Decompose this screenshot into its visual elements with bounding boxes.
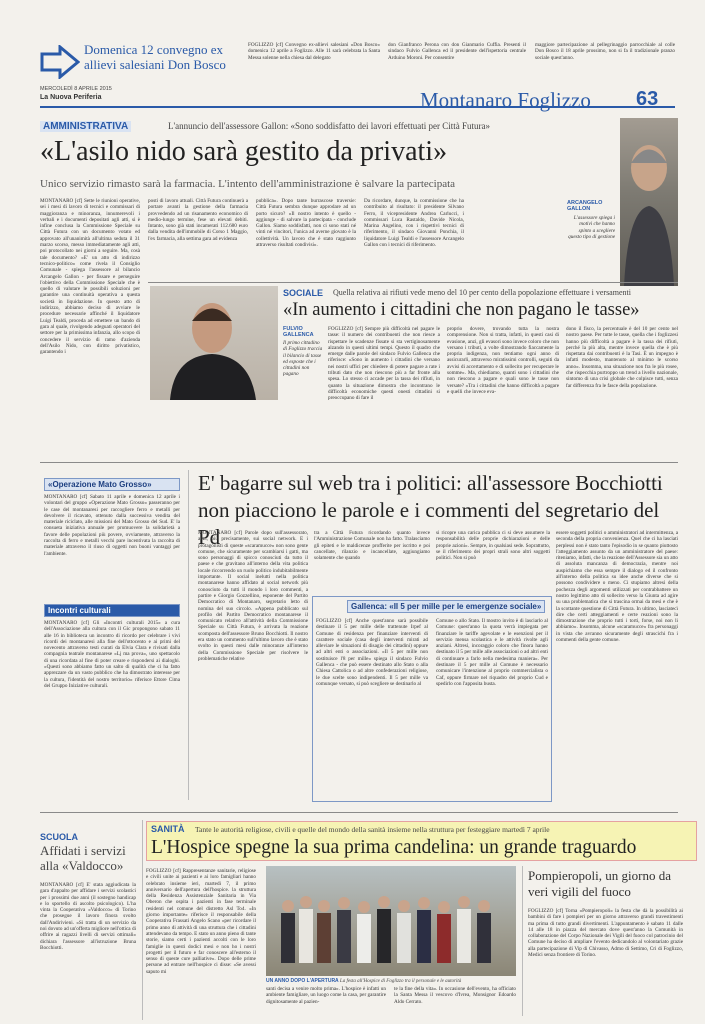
section-title: Montanaro Foglizzo [420,88,591,112]
gallenca-col-2: Comune o allo Stato. Il mostro invito è di lasciarlo al Comune: quest'anno la quota verrà impiegata per finanziare le tariffe agevolate e le esenzioni per il servizio mensa scolastica e le attività rivolte agli anziani. Altresì, incoraggio coloro che finora hanno destinato il 5 per mille alle associazioni o ad altri enti di continuare a farlo nella medesima maniera». Per destinare il 5 per mille al Comune è necessario comunicare l'intenzione al proprio commercialista o Caf, oppure firmare nel riquadro del proprio Cud e spedirlo con l'apposita busta. [436,618,548,687]
hospice-banner [146,821,697,861]
gallenca-label: Gallenca: «Il 5 per mille per le emergenze sociale» [347,600,545,613]
gallon-photo [620,118,678,286]
bagarre-col-3: si ricopre una carica pubblica ci si deve assumere la responsabilità delle proprie dichiarazioni e delle proprie azioni». Sempre, in qualsiasi sede. Soprattutto, se il riferimento dei propri strali sono altri soggetti politici. Non si può [436,530,550,562]
bagarre-col-2: tra a Città Futura ricordando quanto invece l'Amministrazione Comunale non ha fatto. Tralasciamo gli epiteti e le maldicenze profferite per iscritto e poi cancellate, rilanzio e incancellate, aggiungiamo solamente che quando [314,530,430,562]
pompieropoli-text: FOGLIZZO [cf] Torna «Pompieropoli» la festa che dà la possibilità ai bambini di fare i pompieri per un giorno attraverso grandi travestimenti ma prima di tutto grandi divertimenti. L'appuntamento è sabato 11 dalle 14 alle 18 in piazza del mercato dove quest'anno la Comunità in collaborazione del Corpo Nazionale dei Vigili del fuoco col patrocinio del Comune ha deciso di ampliare l'evento dedicandolo al volontariato grazie alla partecipazione di Vip di Chivasso, Admo di Settimo, Cri di Foglizzo, Medici senza frontiere di Torino. [528,908,683,959]
asilo-caption-text: L'assessore spiega i motivi che hanno spinto a scegliere questo tipo di gestione [568,215,615,240]
bagarre-col-1: MONTANARO [cf] Parole dopo sull'assessorato, anzi, più precisamente, sui social network. E i protagonisti di queste «scaramucce» non sono gente comune, che sicuramente per scambiarsi i gatti, ma sono personaggi di spicco conosciuti da tutto il paese e che gravitano all'interno della vita politica locale riccorrendo un ruolo politico indubitabilmente importante. Il social inelutti nella politica montanarese hanno affidato al social network più conosciuto da tutti il mondo i loro commenti, a partire e Giorgio Gozzellino, esponente del Partito Democratico di Montanaro, segretario letto di nomina del suo circolo. «Appena pubblicato sul profilo del Partito Democratico montanarese il comunicato relativo all'attività della Commissione Speciale su Città Futura, è arrivata la reazione scomposta dell'assessore Bruno Bocchiotti. Il nostro era stato un commento sull'ultimo lavoro che è stato svolto in questi mesi dalle minoranze all'interno della Commissione Speciale per risolvere le problematiche relative [198,530,308,662]
hospice-caption-label: UN ANNO DOPO L'APERTURA [266,978,339,984]
date-line: MERCOLEDÌ 8 APRILE 2015 [40,86,112,92]
tasse-col-2: proprio dovere, trovando tutta la nostra comprensione. Non si tratta, infatti, in questi casi di evasione, anzi, gli evasori sono invece coloro che non versano i tributi, a volte dimostrando fiaccamente la propria indigenza, non tentiamo ogni anno di assicurarli, attraverso miratissimi controlli, seguiti da avvisi di accertamento e di sollecito per recuperare le somme». Ma, chiediamo, quanti sono i cittadini che non riescono a pagare e quali sono le tasse non versate? «Tra i cittadini che hanno difficoltà a pagare e quelli che invece eva- [447,326,559,395]
tasse-kicker: SOCIALE [283,288,324,298]
gallenca-col-1: FOGLIZZO [cf] Anche quest'anno sarà possibile destinare il 5 per mille delle trattenute Irpef al Comune di residenza per finanziare interventi di carattere sociale (casa degli interventi mirati ad alleviare le situazioni di disagio dei cittadini) oppure ad altri enti o associazioni. «Il 5 per mille non sostituisce l'8 per mille» spiega il sindaco Fulvio Gallenca - che può essere destinato allo Stato o alla Chiesa Cattolica o ad altre confederazioni religiose, le due scelte sono indipendenti. Il 5 per mille va comunque versato, si può scegliere se destinarlo al [316,618,428,687]
tasse-caption-name: FULVIO GALLENCA [283,326,314,338]
hospice-photo [266,866,516,976]
scuola-text: MONTANARO [cf] E' stata aggiudicata la gara d'appalto per affidare i servizi scolastici per i prossimi due anni (il sostegno handicap e lo sportello di ascolto psicologico). L'ha vinta la Cooperativa «Valdocco» di Torino che prosegue il lavoro finora svolto dall'Andirivieni. «Si tratta di un servizio da noi dovuto ad un'offerta migliore nell'ottica di offrire ai ragazzi livelli di servizi ottimali» dichiara l'assessore all'istruzione Bruna Bocchiotti. [40,882,136,951]
scuola-headline: Affidati i servizi alla «Valdocco» [40,843,126,873]
scuola-kicker: SCUOLA [40,832,78,842]
asilo-col-4: Da ricordare, dunque, la commissione che ha contribuito al risultato: il presidente Silvano Ferro, il vicepresidente Andrea Carlucci, i commissari Luca Rastaldo, Davide Nicola, Marina Angelino, con i rispettivi tecnici di riferimento, il sindaco Giovanni Ponchia, il liquidatore Luigi Tealdi e l'assessore Arcangelo Gallon con i tecnici di riferimento. [364,198,464,249]
tasse-col-3: dono il fisco, la percentuale è del 10 per cento nel nostro paese. Per tutte le tasse, quella che i foglizzesi hanno più difficoltà a pagare è la tassa dei rifiuti, perché la più alta, mentre invece quella che è più rispettata dai contribuenti è la Tasi. È un impegno è infatti modesto, mantenuto al minimo le scorso anno». Insomma, una situazione non fra le più rosee, che rispecchia purtroppo un trend a livello nazionale, sintomo di una crisi globale che colpisce tutti, senza far differenza fra le fasce della popolazione. [566,326,678,389]
teaser-box [40,40,238,84]
incontri-label: Incontri culturali [44,604,180,617]
tasse-caption-text: Il primo cittadino di Foglizzo traccia il bilancio di tasse ed esposte che i cittadini non pagano [283,340,323,378]
asilo-subhead: Unico servizio rimasto sarà la farmacia. L'intento dell'amministrazione è salvare la partecipata [40,178,456,190]
mato-text: MONTANARO [cf] Sabato 11 aprile e domenica 12 aprile i volontari del gruppo «Operazione Mato Grosso» passeranno per le case del montanaresi per raccogliere ferro e metalli per devolvere il ricavato, ottenuto dalla successiva vendita del materiale riciclato, alle missioni del Mato Grosso del Sud. E' la consueta iniziativa annuale per promuovere la solidarietà a favore delle popolazioni più povere, ovviamente, attraverso la raccolta di ferro e metalli vecchi pare incentivata la raccolta di materiale attraverso il riuso di oggetti non buoni vantaggi per l'ambiente. [44,494,180,557]
page-number: 63 [636,88,659,110]
top-article-col-2: don Gianfranco Perona con don Gianmario Cuffia. Presenti il sindaco Fulvio Gallenca ed il presidente dell'ispettoria centrale Arduino Moroni. Per consentire [388,42,526,61]
incontri-text: MONTANARO [cf] Gli «Incontri culturali 2015» a cura dell'Associazione alla cultura con il Gic propongono sabato 11 alle 16 in biblioteca un incontro di ricordo per celebrare i vivi ricordi dei montanaresi alla fine dell'ottocento e ai primi del novecento attraverso testi curati da Elvia Clara e rivisati dalla compagnia teatrale montanarese «Lj ma prova», uno spettacolo di una ricordata al fine di poter creare e rispondersi ai dialoghi. «Questi sono abbiamo fatto un salto di qualità che ci ha fatto apprezzare da un vasto pubblico che ha dimostrato interesse per la cultura, l'identità del nostro territorio» riferisce Ettore Cima del Gruppo Iniziative culturali. [44,620,180,689]
bagarre-col-4: essere soggetti politici o amministratori ad intermittenza, a seconda della propria convenienza. Quel che ci ha lasciati perplessi non è stato tanto l'episodio in se quanto piuttosto l'atteggiamento assunto da un amministratore del paese: riteniamo, infatti, che la reazione dell'Assessore sia un atto di assoluta mancanza di democrazia, mentre noi auspichiamo che essa sempre il dialogo ed il confronto all'interno della politica su idee anche diverse che si possono condividere o meno. Ci stupiamo altresì della pochezza degli argomenti utilizzati per contrabbattere un nostro legittimo atto di sollecito verso la Giunta ad agire su una problematica che si trascina ormai da mesi e che è la scottante questione di Città Futura. In ultimo, lasciatecì dire che certi atteggiamenti e certe reazioni sono la dimostrazione che proprio tutti i torti, forse, noi non li abbiamo». Insomma, alcune «scaramucce» fra personaggi in vista che avranno sicuramente degli strascichi fra i commenti della gente comune. [556,530,678,644]
pompieropoli-headline: Pompieropoli, un giorno da veri vigili del fuoco [528,868,671,899]
teaser-title: Domenica 12 convegno ex allievi salesiani Don Bosco [84,42,226,72]
bagarre-headline: E' bagarre sul web tra i politici: all'assessore Bocchiotti non piacciono le parole e i commenti del segretario del Pd [198,471,663,549]
hospice-col-3: santi decisa a venire molto prima». L'hospice è infatti un ambiente famigliare, un luogo come la casa, per garantire dignitosamente al pazien- [266,986,386,1005]
asilo-col-2: posti di lavoro attuali. Città Futura continuerà a portare avanti la gestione della farmacia provvedendo ad un risanamento economico di medio-lungo termine, fese un elevati debiti. Intanto, sono già stati incamerati 112.680 euro dalla vendita dell'immobile di Corso 1 Maggio, l'ex farmacia, alla settima gara ad evidenza [148,198,248,242]
mato-label: «Operazione Mato Grosso» [44,478,180,491]
tasse-headline: «In aumento i cittadini che non pagano le tasse» [283,300,640,320]
top-article-col-1: FOGLIZZO [cf] Convegno ex-allievi salesiani «Don Bosco» domenica 12 aprile a Foglizzo. Alle 11 sarà celebrata la Santa Messa solenne nella chiesa dal delegato [248,42,380,61]
top-article-col-3: maggiore partecipazione al pellegrinaggio parrocchiale al colle Don Bosco il 18 aprile prossimo, non si fa il tradizionale pranzo sociale quest'anno. [535,42,675,61]
gallenca-photo [150,286,278,400]
hospice-kicker: SANITÀ [151,824,185,834]
tasse-col-1: FOGLIZZO [cf] Sempre più difficoltà nel pagare le tasse: il numero dei contribuenti che non riesce a rispettare le scadenze fissate si sta vertiginosamente alzando in questi ultimi tempi. Questo il quadro che emerge dalle parole del sindaco Fulvio Gallenca che riferisce: «Sono in aumento i cittadini che versano nei nostri uffici per chiedere di potere pagare a rate i tributi dato che non riescono più a far fronte alla spesa. Lo stesso ci accade per la tassa dei rifiuti, in quanto la situazione dimostra che incontrano le difficoltà economiche questi onesti cittadini si preoccupano di fare il [328,326,440,402]
hospice-caption-text: La festa all'Hospice di Foglizzo tra il personale e le autorità [339,979,462,984]
hospice-caption [266,978,516,984]
hospice-intro: Tante le autorità religiose, civili e quelle del mondo della sanità insieme nella struttura per festeggiare martedì 7 aprile [195,825,550,834]
asilo-col-1: MONTANARO [cf] Sette le riunioni operative, sei i mesi di lavoro di tecnici e commissari di maggioranza e minoranza, innumerevoli i verbali e i documenti depositati agli atti, si è infine conclusa la Commissione Speciale su Città Futura con un documento votato ed approvato all'unanimità all'ultima seduta il 31 marzo scorso, messo immediatamente agli atti, poi protocollato nei giorni a seguire. Ma, cosà tale documento? «E' un atto di indirizzo tecnico-politico» come rivela il Consiglio Comunale - spiega l'assessore al bilancio Arcangelo Gallon - per fissare e perseguire l'obiettivo della Commissione Speciale che è quello di valutare le possibili soluzioni per garantire una continuità operativa a questa società in liquidazione. In questo atto di indirizzo, abbiamo deciso di avviare le procedure necessarie affinché il liquidatore Luigi Tealdi, proceda ad emettere un bando di gara al quale, rivolgendo adeguati operatori del settore per la primissima infanzia, allo scopo di concedere il servizio di ramo d'azienda dell'Asilo Nido, con diritto privatistico, garantendo i [40,198,140,356]
asilo-caption-name: ARCANGELO GALLON [567,200,603,212]
hospice-headline: L'Hospice spegne la sua prima candelina: un grande traguardo [151,837,637,858]
asilo-headline: «L'asilo nido sarà gestito da privati» [40,136,448,167]
hospice-col-1: FOGLIZZO [cf] Rappresentanze sanitarie, religiose e civili unite ai pazienti e ai loro famigliari hanno celebrato insieme ieri, martedì 7, il primo anniversario dell'apertura dell'hospice. la struttura della Residenza Assistenziale Sanitaria in Via Oberon che ospita i pazienti in fase terminale residenti nel comune del distretto Asl To4. «In giorno importante» riferisce il responsabile della Cooperativa Frassati Angelo Scano «per ricordare il primo anno di attività di una struttura che i cittadini attendevano da tempo. E stato un anno pieno di tante storie, siamo certi i pazienti accolti con le loro famiglie in questi dodici mesi e non ho i nostri progetti per il futuro e far conoscere all'esterno il senso di queste cure palliative». Dopo delle prime persone ad entrare nell'hospice ci disse: «Se avessi saputo mi [146,868,256,975]
asilo-col-3: pubblica». Dopo tante burrascose traversie: Città Futura sembra dunque approdare ad un porto sicuro? «Il nostro intento è quello - aggiunge - di salvare la partecipata - conclude Gallon. Siamo soddisfatti, non ci sono stati né vinti né vincitori, l'unica ad averne giovato è la collettività. Un lavoro che è stato raggiunto attraverso risultati condivisi». [256,198,356,249]
hospice-col-4: te la fine della vita». In occasione dell'evento, ha officiato la Santa Messa il vescovo d'Ivrea, Monsignor Edoardo Aldo Cerrato. [394,986,516,1005]
asilo-kicker: AMMINISTRATIVA [40,121,131,132]
arrow-icon [40,45,80,79]
publication-name: La Nuova Periferia [40,94,102,101]
asilo-intro: L'annuncio dell'assessore Gallon: «Sono soddisfatto dei lavori effettuati per Città Futura» [168,121,491,131]
tasse-intro: Quella relativa ai rifiuti vede meno del 10 per cento della popolazione effettuare i versamenti [333,288,631,297]
